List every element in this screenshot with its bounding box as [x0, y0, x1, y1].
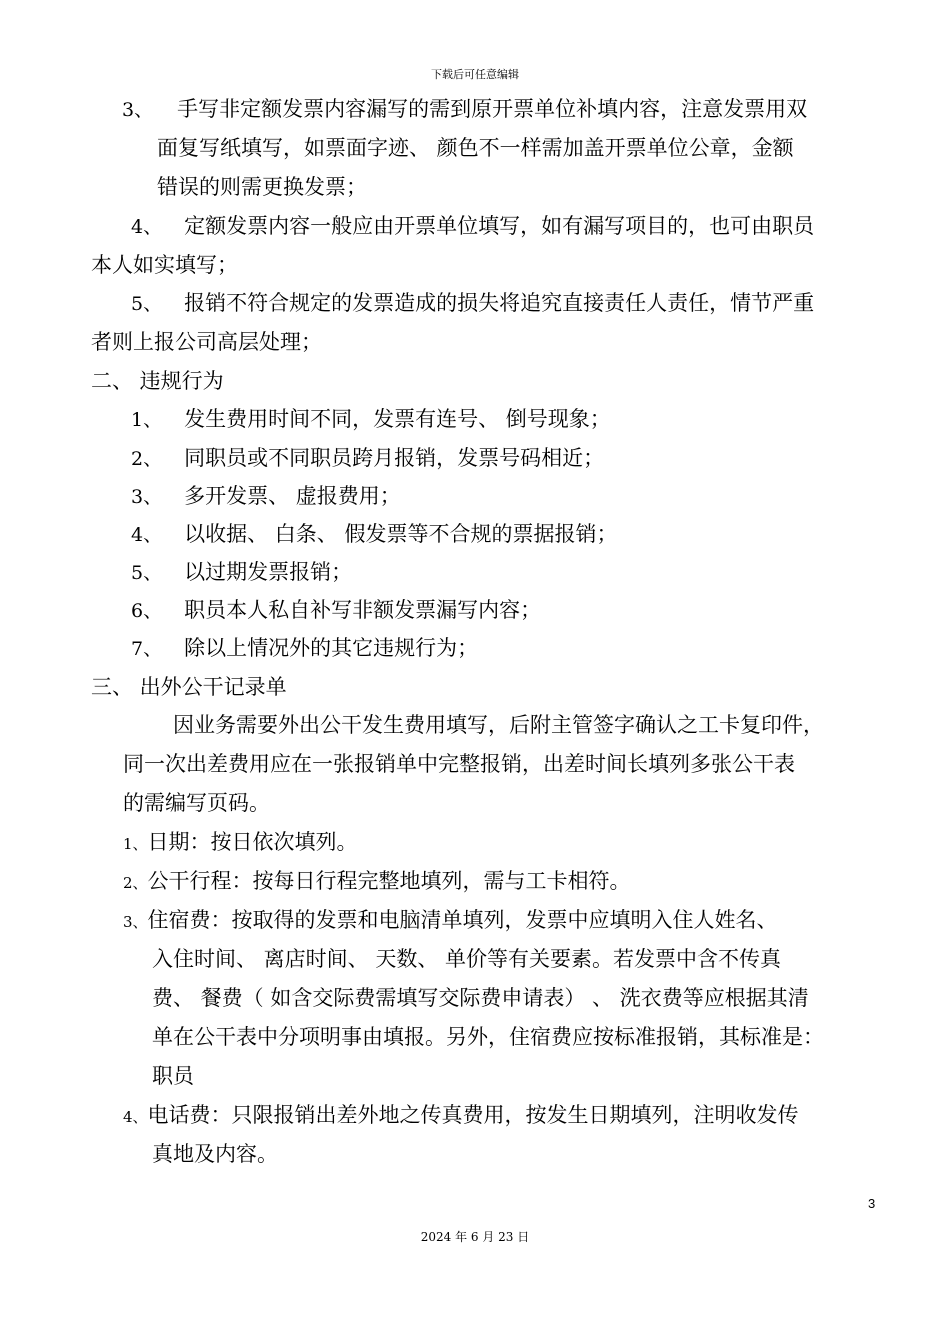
list-item — [131, 519, 617, 550]
item-number: 5、 — [131, 562, 163, 584]
item-text-line: 单在公干表中分项明事由填报。另外，住宿费应按标准报销，其标准是： — [152, 1025, 824, 1049]
item-text: 电话费：只限报销出差外地之传真费用，按发生日期填列，注明收发传 — [147, 1103, 799, 1127]
list-item — [131, 211, 814, 242]
item-text: 报销不符合规定的发票造成的损失将追究直接责任人责任，情节严重 — [184, 291, 815, 315]
item-text-line: 费、 餐费（ 如含交际费需填写交际费申请表） 、 洗衣费等应根据其清 — [152, 986, 809, 1010]
item-number: 3、 — [122, 99, 154, 121]
item-number: 3、 — [123, 913, 148, 931]
list-item — [131, 404, 611, 435]
item-number: 7、 — [131, 638, 163, 660]
section-heading: 二、 违规行为 — [91, 369, 224, 393]
paragraph-line: 同一次出差费用应在一张报销单中完整报销，出差时间长填列多张公干表 — [123, 752, 795, 776]
list-item — [123, 866, 631, 898]
list-item — [131, 443, 604, 474]
item-text: 发生费用时间不同，发票有连号、 倒号现象； — [184, 407, 611, 431]
item-text: 手写非定额发票内容漏写的需到原开票单位补填内容，注意发票用双 — [177, 97, 808, 121]
item-number: 4、 — [131, 216, 163, 238]
item-text: 定额发票内容一般应由开票单位填写，如有漏写项目的，也可由职员 — [184, 214, 815, 238]
list-item — [123, 905, 778, 937]
item-number: 1、 — [131, 409, 163, 431]
item-text-line: 职员 — [152, 1064, 194, 1088]
list-item — [123, 827, 358, 859]
item-text: 住宿费：按取得的发票和电脑清单填列，发票中应填明入住人姓名、 — [147, 908, 778, 932]
item-text: 同职员或不同职员跨月报销，发票号码相近； — [184, 446, 605, 470]
item-text: 公干行程：按每日行程完整地填列，需与工卡相符。 — [147, 869, 631, 893]
item-text: 职员本人私自补写非额发票漏写内容； — [184, 598, 542, 622]
item-text-line: 入住时间、 离店时间、 天数、 单价等有关要素。若发票中含不传真 — [152, 947, 782, 971]
item-number: 2、 — [131, 448, 163, 470]
list-item — [131, 288, 814, 319]
item-text-line: 错误的则需更换发票； — [157, 175, 367, 199]
list-item — [131, 595, 541, 626]
paragraph-line: 的需编写页码。 — [123, 791, 270, 815]
item-text-line: 真地及内容。 — [152, 1142, 278, 1166]
item-number: 5、 — [131, 293, 163, 315]
item-text: 日期：按日依次填列。 — [147, 830, 358, 854]
item-number: 4、 — [123, 1108, 148, 1126]
page-number: 3 — [868, 1196, 876, 1211]
item-number: 1、 — [123, 835, 148, 853]
item-text: 多开发票、 虚报费用； — [184, 484, 401, 508]
item-text-line: 本人如实填写； — [91, 253, 238, 277]
list-item — [131, 633, 478, 664]
page-header: 下载后可任意编辑 — [431, 68, 519, 81]
item-text: 以收据、 白条、 假发票等不合规的票据报销； — [184, 522, 618, 546]
list-item — [131, 481, 401, 512]
list-item — [123, 1100, 799, 1132]
item-number: 6、 — [131, 600, 163, 622]
section-heading: 三、 出外公干记录单 — [91, 675, 287, 699]
item-number: 4、 — [131, 524, 163, 546]
list-item — [131, 557, 352, 588]
item-text: 除以上情况外的其它违规行为； — [184, 636, 479, 660]
item-text: 以过期发票报销； — [184, 560, 353, 584]
list-item — [122, 94, 807, 125]
item-text-line: 者则上报公司高层处理； — [91, 330, 322, 354]
paragraph-line: 因业务需要外出公干发生费用填写，后附主管签字确认之工卡复印件， — [173, 713, 824, 737]
item-number: 2、 — [123, 874, 148, 892]
item-text-line: 面复写纸填写，如票面字迹、 颜色不一样需加盖开票单位公章，金额 — [157, 136, 794, 160]
page-footer: 2024 年 6 月 23 日 — [420, 1230, 530, 1244]
item-number: 3、 — [131, 486, 163, 508]
